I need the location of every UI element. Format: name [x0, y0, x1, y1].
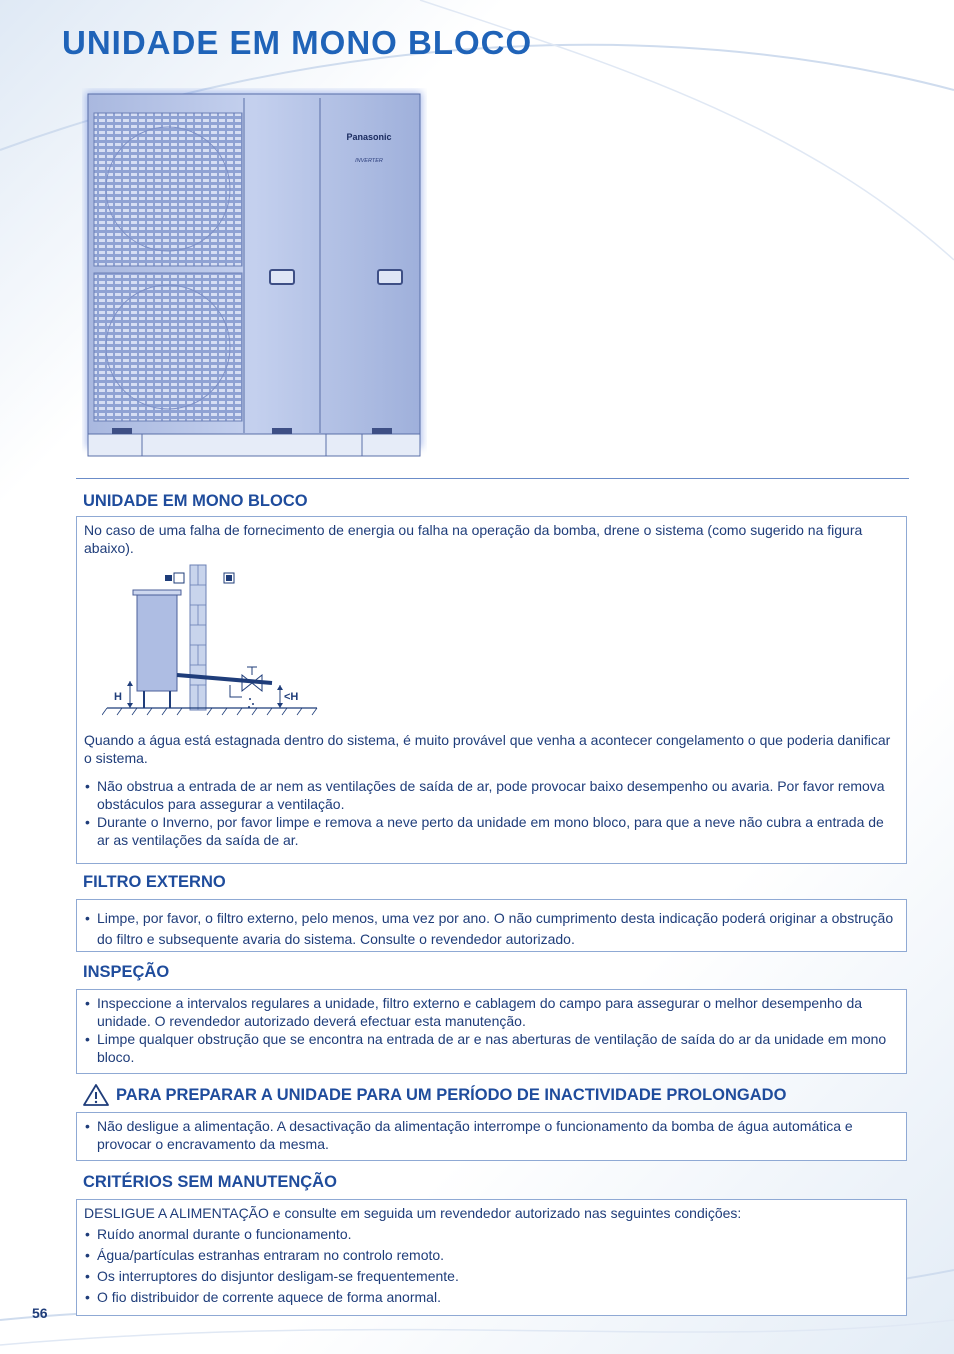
list-item: • Limpe qualquer obstrução que se encontra na entrada de ar e nas aberturas de ventilação de saída do ar da unidade em mono bloco. — [84, 1030, 899, 1066]
list-item: • Os interruptores do disjuntor desligam-se frequentemente. — [84, 1266, 899, 1287]
drain-diagram — [102, 563, 322, 723]
warning-icon — [83, 1083, 109, 1107]
diagram-label-lt-h: <H — [284, 691, 299, 703]
inspecao-box — [76, 989, 907, 1074]
criterios-box — [76, 1199, 907, 1316]
criterios-intro: DESLIGUE A ALIMENTAÇÃO e consulte em seguida um revendedor autorizado nas seguintes condições: — [84, 1205, 742, 1221]
section-divider — [76, 478, 909, 479]
brand-logo: Panasonic — [346, 132, 392, 142]
mono-bloco-list — [84, 777, 899, 849]
page-title: UNIDADE EM MONO BLOCO — [62, 24, 533, 61]
list-item: • Inspeccione a intervalos regulares a unidade, filtro externo e cablagem do campo para assegurar o melhor desempenho da unidade. O revendedor autorizado deverá efectuar esta manutenção. — [84, 994, 899, 1030]
list-item: • Não desligue a alimentação. A desactivação da alimentação interrompe o funcionamento da bomba de água automática e provocar o encravamento da mesma. — [84, 1117, 899, 1153]
mono-bloco-intro: No caso de uma falha de fornecimento de energia ou falha na operação da bomba, drene o sistema (como sugerido na figura abaixo). — [84, 522, 863, 556]
list-item: • O fio distribuidor de corrente aquece de forma anormal. — [84, 1287, 899, 1308]
list-item: • Não obstrua a entrada de ar nem as ventilações de saída de ar, pode provocar baixo desempenho ou avaria. Por favor remova obstáculos para assegurar a ventilação. — [84, 777, 899, 813]
list-item: • Água/partículas estranhas entraram no controlo remoto. — [84, 1245, 899, 1266]
heading-inspecao: INSPEÇÃO — [83, 963, 170, 981]
list-item: • Ruído anormal durante o funcionamento. — [84, 1224, 899, 1245]
heading-filtro-externo: FILTRO EXTERNO — [83, 873, 226, 891]
heading-criterios: CRITÉRIOS SEM MANUTENÇÃO — [83, 1173, 337, 1191]
list-item: • Limpe, por favor, o filtro externo, pelo menos, uma vez por ano. O não cumprimento desta indicação poderá originar a obstrução do filtro e subsequente avaria do sistema. Consulte o revendedor autorizado. — [84, 908, 899, 950]
inactividade-box — [76, 1112, 907, 1161]
mono-bloco-paragraph: Quando a água está estagnada dentro do sistema, é muito provável que venha a acontecer congelamento o que poderia danificar o sistema. — [84, 732, 891, 766]
outdoor-unit-image — [82, 88, 427, 463]
diagram-label-h: H — [114, 691, 122, 703]
heading-mono-bloco: UNIDADE EM MONO BLOCO — [83, 492, 308, 510]
mono-bloco-box — [76, 516, 907, 864]
inverter-logo: INVERTER — [355, 158, 383, 164]
list-item: • Durante o Inverno, por favor limpe e remova a neve perto da unidade em mono bloco, para que a neve não cubra a entrada de ar as ventilações da saída de ar. — [84, 813, 899, 849]
filtro-box — [76, 899, 907, 952]
page-number: 56 — [32, 1305, 48, 1321]
heading-inactividade: PARA PREPARAR A UNIDADE PARA UM PERÍODO DE INACTIVIDADE PROLONGADO — [116, 1086, 787, 1104]
